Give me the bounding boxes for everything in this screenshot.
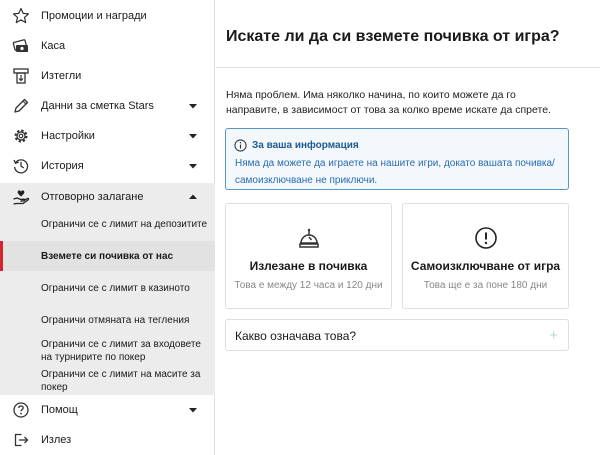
- submenu-item-deposit-limit[interactable]: [0, 210, 215, 240]
- bell-timer-icon: [297, 226, 321, 250]
- active-indicator: [0, 241, 3, 271]
- chevron-up-icon: [189, 193, 197, 201]
- sidebar-item-label: Изтегли: [41, 70, 82, 82]
- info-text: Няма да можете да играете на нашите игри, докато вашата почивка/самоизключване не приключи.: [235, 158, 555, 186]
- card-title: Излезане в почивка: [249, 259, 368, 273]
- main-content: [216, 0, 600, 455]
- card-subtitle: Това е между 12 часа и 120 дни: [234, 280, 383, 291]
- faq-question: Какво означава това?: [235, 329, 357, 343]
- faq-accordion[interactable]: [225, 319, 569, 351]
- expand-plus-icon[interactable]: +: [549, 327, 558, 344]
- logout-icon: [12, 431, 30, 449]
- submenu-item-label: Ограничи отмяната на тегления: [41, 315, 190, 326]
- sidebar-item-responsible-gambling[interactable]: [0, 183, 215, 210]
- history-icon: [12, 157, 30, 175]
- help-icon: [12, 401, 30, 419]
- page-title: Искате ли да си вземете почивка от игра?: [226, 28, 560, 45]
- sidebar-item-label: Данни за сметка Stars: [41, 100, 154, 112]
- info-notice: [225, 128, 569, 190]
- info-icon: [234, 139, 247, 152]
- take-break-card[interactable]: [225, 203, 392, 309]
- submenu-item-poker-tables-limit[interactable]: [0, 365, 215, 395]
- sidebar-item-account-data[interactable]: [0, 95, 215, 117]
- sidebar-item-promotions[interactable]: [0, 5, 215, 27]
- submenu-item-label: Ограничи се с лимит в казиното: [41, 283, 190, 294]
- sidebar-item-history[interactable]: [0, 155, 215, 177]
- sidebar-item-logout[interactable]: [0, 429, 215, 451]
- star-icon: [12, 7, 30, 25]
- sidebar-item-settings[interactable]: [0, 125, 215, 147]
- submenu-item-label: Вземете си почивка от нас: [41, 251, 174, 262]
- submenu-item-label: Ограничи се с лимит на масите за покер: [41, 369, 201, 393]
- header-divider: [216, 67, 600, 68]
- alert-circle-icon: [474, 226, 498, 250]
- submenu-item-label: Ограничи се с лимит за входовете на турнирите по покер: [41, 339, 201, 363]
- sidebar-item-label: Промоции и награди: [41, 10, 147, 22]
- withdraw-icon: [12, 67, 30, 85]
- sidebar-item-label: Излез: [41, 434, 72, 446]
- sidebar-item-label: Отговорно залагане: [41, 190, 144, 203]
- chevron-down-icon: [189, 102, 197, 110]
- card-subtitle: Това ще е за поне 180 дни: [423, 280, 548, 291]
- intro-text: Няма проблем. Има няколко начина, по които можете да го направите, в зависимост от това за колко време искате да спрете.: [226, 89, 551, 116]
- chevron-down-icon: [189, 132, 197, 140]
- submenu-item-casino-limit[interactable]: [0, 272, 215, 302]
- sidebar-item-label: Настройки: [41, 130, 95, 142]
- submenu-item-poker-tournament-limit[interactable]: [0, 333, 215, 365]
- responsible-gambling-submenu: [0, 210, 215, 395]
- pencil-icon: [12, 97, 30, 115]
- self-exclusion-card[interactable]: [402, 203, 569, 309]
- gear-icon: [12, 127, 30, 145]
- chevron-down-icon: [189, 406, 197, 414]
- cash-icon: [12, 37, 30, 55]
- sidebar-item-help[interactable]: [0, 399, 215, 421]
- hand-heart-icon: [12, 188, 30, 206]
- info-title: За ваша информация: [252, 140, 359, 151]
- sidebar-item-label: История: [41, 160, 84, 172]
- submenu-item-label: Ограничи се с лимит на депозитите: [41, 219, 208, 230]
- sidebar: [0, 0, 215, 455]
- submenu-item-withdrawal-reversal[interactable]: [0, 303, 215, 333]
- sidebar-item-cashier[interactable]: [0, 35, 215, 57]
- sidebar-item-withdraw[interactable]: [0, 65, 215, 87]
- submenu-item-take-a-break[interactable]: [0, 241, 215, 271]
- card-title: Самоизключване от игра: [410, 259, 561, 273]
- chevron-down-icon: [189, 162, 197, 170]
- sidebar-item-label: Каса: [41, 40, 66, 52]
- sidebar-item-label: Помощ: [41, 404, 78, 416]
